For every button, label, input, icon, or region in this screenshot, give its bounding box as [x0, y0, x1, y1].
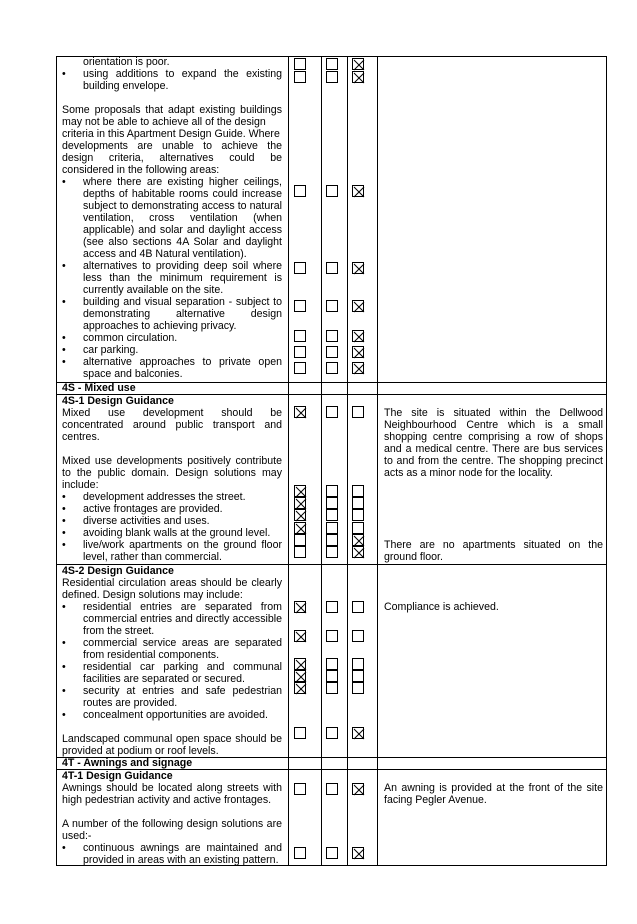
checkbox-checked [352, 783, 364, 795]
bullet-marker: • [62, 842, 66, 854]
comment-text-line: Neighbourhood Centre which is a small [384, 419, 603, 431]
column-divider [377, 56, 378, 866]
body-text-line: approaches to achieving privacy. [83, 320, 237, 332]
column-divider [288, 56, 289, 866]
body-text-line: A number of the following design solutions are [62, 818, 282, 830]
checkbox-empty [294, 300, 306, 312]
comment-text-line: facing Pegler Avenue. [384, 794, 487, 806]
checkbox-checked [352, 71, 364, 83]
bullet-marker: • [62, 356, 66, 368]
body-text-line: Residential circulation areas should be clearly [62, 577, 282, 589]
body-text-line: high pedestrian activity and active frontages. [62, 794, 272, 806]
body-text-line: live/work apartments on the ground floor [83, 539, 282, 551]
body-text-line: concentrated around public transport and [62, 419, 282, 431]
checkbox-checked [352, 346, 364, 358]
bullet-marker: • [62, 344, 66, 356]
checkbox-empty [326, 522, 338, 534]
body-text-line: commercial entries and directly accessible [83, 613, 282, 625]
checkbox-empty [326, 485, 338, 497]
guidance-heading-4s2: 4S-2 Design Guidance [62, 565, 174, 577]
checkbox-empty [326, 670, 338, 682]
checkbox-empty [352, 682, 364, 694]
checkbox-empty [326, 346, 338, 358]
body-text-line: residential entries are separated from [83, 601, 282, 613]
checkbox-checked [352, 847, 364, 859]
body-text-line: design criteria, alternatives could be [62, 152, 282, 164]
comment-text-line: shopping centre comprising a row of shops [384, 431, 603, 443]
body-text-line: residential car parking and communal [83, 661, 282, 673]
bullet-marker: • [62, 709, 66, 721]
checkbox-checked [352, 185, 364, 197]
checkbox-empty [294, 185, 306, 197]
checkbox-checked [294, 522, 306, 534]
body-text-line: development addresses the street. [83, 491, 246, 503]
bullet-marker: • [62, 661, 66, 673]
body-text-line: routes are provided. [83, 697, 178, 709]
checkbox-checked [352, 300, 364, 312]
checkbox-empty [326, 783, 338, 795]
checkbox-checked [294, 630, 306, 642]
guidance-heading-4s1: 4S-1 Design Guidance [62, 395, 174, 407]
compliance-table [56, 56, 607, 866]
bullet-marker: • [62, 68, 66, 80]
checkbox-empty [326, 58, 338, 70]
comment-text-line: ground floor. [384, 551, 443, 563]
checkbox-empty [352, 509, 364, 521]
body-text-line: subject to demonstrating access to natural [83, 200, 282, 212]
checkbox-empty [294, 546, 306, 558]
bullet-marker: • [62, 539, 66, 551]
body-text-line: continuous awnings are maintained and [83, 842, 282, 854]
checkbox-empty [326, 847, 338, 859]
body-text-line: level, rather than commercial. [83, 551, 222, 563]
comment-text-line: acts as a minor node for the locality. [384, 467, 553, 479]
body-text-line: alternatives to providing deep soil where [83, 260, 282, 272]
body-text-line: avoiding blank walls at the ground level. [83, 527, 271, 539]
guidance-heading-4t1: 4T-1 Design Guidance [62, 770, 173, 782]
checkbox-empty [326, 509, 338, 521]
checkbox-empty [326, 262, 338, 274]
checkbox-checked [352, 534, 364, 546]
body-text-line: defined. Design solutions may include: [62, 589, 243, 601]
checkbox-empty [352, 601, 364, 613]
row-divider [56, 382, 607, 383]
table-border-right [606, 56, 607, 866]
checkbox-checked [352, 330, 364, 342]
checkbox-empty [326, 406, 338, 418]
bullet-marker: • [62, 601, 66, 613]
comment-text-line: There are no apartments situated on the [384, 539, 603, 551]
body-text-line: less than the minimum requirement is [83, 272, 282, 284]
checkbox-empty [326, 601, 338, 613]
body-text-line: concealment opportunities are avoided. [83, 709, 268, 721]
checkbox-checked [352, 262, 364, 274]
body-text-line: car parking. [83, 344, 139, 356]
checkbox-checked [294, 658, 306, 670]
body-text-line: include: [62, 479, 99, 491]
body-text-line: Some proposals that adapt existing buildings [62, 104, 282, 116]
checkbox-empty [294, 783, 306, 795]
checkbox-empty [294, 346, 306, 358]
body-text-line: building and visual separation - subject to [83, 296, 282, 308]
checkbox-empty [326, 534, 338, 546]
body-text-line: security at entries and safe pedestrian [83, 685, 282, 697]
column-divider [347, 56, 348, 866]
body-text-line: provided in areas with an existing pattern. [83, 854, 279, 866]
body-text-line: criteria in this Apartment Design Guide. Where [62, 128, 280, 140]
checkbox-checked [294, 406, 306, 418]
checkbox-empty [326, 682, 338, 694]
body-text-line: may not be able to achieve all of the design [62, 116, 266, 128]
bullet-marker: • [62, 176, 66, 188]
body-text-line: from the street. [83, 625, 155, 637]
body-text-line: Mixed use developments positively contribute [62, 455, 282, 467]
body-text-line: where there are existing higher ceilings, [83, 176, 282, 188]
checkbox-empty [326, 185, 338, 197]
section-heading-4t: 4T - Awnings and signage [62, 757, 193, 769]
body-text-line: ventilation, cross ventilation (when [83, 212, 282, 224]
body-text-line: diverse activities and uses. [83, 515, 210, 527]
body-text-line: Landscaped communal open space should be [62, 733, 282, 745]
checkbox-empty [352, 630, 364, 642]
body-text-line: currently available on the site. [83, 284, 224, 296]
checkbox-checked [352, 546, 364, 558]
checkbox-empty [326, 330, 338, 342]
body-text-line: provided at podium or roof levels. [62, 745, 219, 757]
checkbox-empty [326, 300, 338, 312]
checkbox-checked [352, 727, 364, 739]
checkbox-empty [294, 71, 306, 83]
bullet-marker: • [62, 637, 66, 649]
checkbox-empty [326, 630, 338, 642]
comment-text-line: to and from the centre. The shopping precinct [384, 455, 603, 467]
checkbox-checked [294, 485, 306, 497]
checkbox-checked [294, 682, 306, 694]
comment-text-line: and a medical centre. There are bus services [384, 443, 603, 455]
body-text-line: access and 4B Natural ventilation). [83, 248, 247, 260]
checkbox-empty [294, 58, 306, 70]
checkbox-empty [294, 262, 306, 274]
body-text-line: commercial service areas are separated [83, 637, 282, 649]
checkbox-empty [326, 497, 338, 509]
checkbox-checked [352, 362, 364, 374]
checkbox-empty [326, 71, 338, 83]
checkbox-empty [326, 727, 338, 739]
body-text-line: (see also sections 4A Solar and daylight [83, 236, 282, 248]
checkbox-empty [294, 847, 306, 859]
bullet-marker: • [62, 515, 66, 527]
checkbox-empty [294, 727, 306, 739]
body-text-line: considered in the following areas: [62, 164, 220, 176]
checkbox-empty [326, 658, 338, 670]
body-text-line: building envelope. [83, 80, 169, 92]
checkbox-checked [294, 601, 306, 613]
checkbox-empty [352, 485, 364, 497]
body-text-line: space and balconies. [83, 368, 183, 380]
checkbox-checked [352, 58, 364, 70]
body-text-line: centres. [62, 431, 100, 443]
checkbox-empty [352, 522, 364, 534]
bullet-marker: • [62, 332, 66, 344]
checkbox-checked [294, 670, 306, 682]
table-border-left [56, 56, 57, 866]
body-text-line: depths of habitable rooms could increase [83, 188, 282, 200]
bullet-marker: • [62, 503, 66, 515]
bullet-marker: • [62, 296, 66, 308]
checkbox-checked [294, 497, 306, 509]
body-text-line: Mixed use development should be [62, 407, 282, 419]
comment-text: Compliance is achieved. [384, 601, 499, 613]
checkbox-empty [352, 658, 364, 670]
checkbox-empty [294, 362, 306, 374]
body-text-line: applicable) and solar and daylight access [83, 224, 282, 236]
column-divider [321, 56, 322, 866]
bullet-marker: • [62, 685, 66, 697]
body-text-line: used:- [62, 830, 92, 842]
body-text-line: facilities are separated or secured. [83, 673, 245, 685]
checkbox-empty [294, 534, 306, 546]
bullet-marker: • [62, 491, 66, 503]
body-text-line: developments are unable to achieve the [62, 140, 282, 152]
bullet-marker: • [62, 527, 66, 539]
body-text-line: active frontages are provided. [83, 503, 223, 515]
body-text-line: from residential components. [83, 649, 220, 661]
body-text-line: using additions to expand the existing [83, 68, 282, 80]
checkbox-empty [326, 362, 338, 374]
checkbox-empty [352, 406, 364, 418]
body-text-line: orientation is poor. [83, 56, 170, 68]
checkbox-empty [352, 497, 364, 509]
checkbox-empty [352, 670, 364, 682]
checkbox-empty [326, 546, 338, 558]
checkbox-empty [294, 330, 306, 342]
checkbox-checked [294, 509, 306, 521]
body-text-line: to the public domain. Design solutions may [62, 467, 282, 479]
comment-text-line: The site is situated within the Dellwood [384, 407, 603, 419]
section-heading-4s: 4S - Mixed use [62, 382, 136, 394]
body-text-line: demonstrating alternative design [83, 308, 282, 320]
body-text-line: common circulation. [83, 332, 178, 344]
body-text-line: alternative approaches to private open [83, 356, 282, 368]
body-text-line: Awnings should be located along streets with [62, 782, 282, 794]
comment-text-line: An awning is provided at the front of the site [384, 782, 603, 794]
bullet-marker: • [62, 260, 66, 272]
